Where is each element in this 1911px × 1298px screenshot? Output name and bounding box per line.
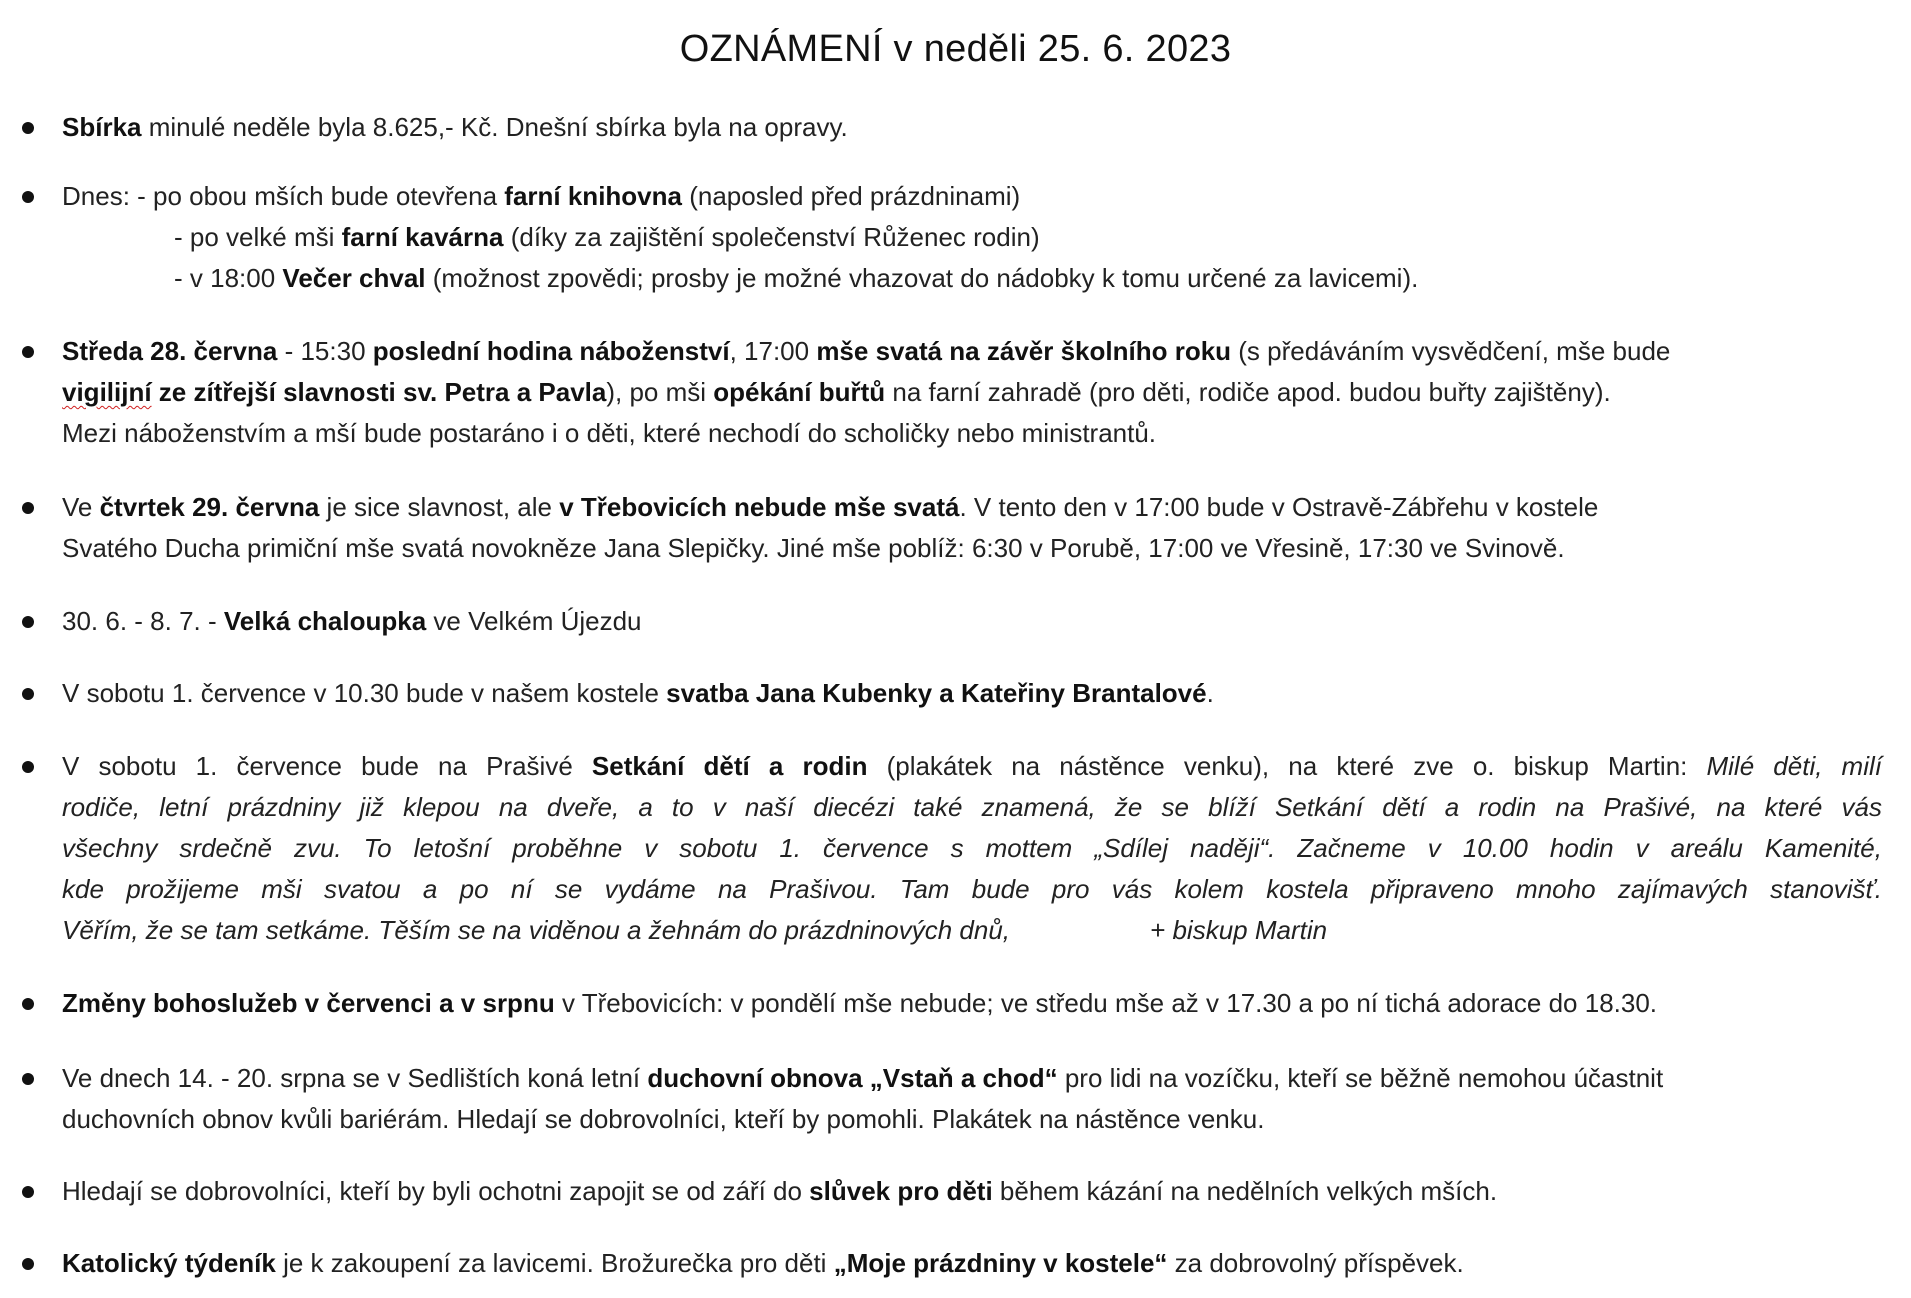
text-line: [62, 983, 1882, 1024]
text-line: [62, 331, 1882, 372]
text: (naposled před prázdninami): [681, 181, 1021, 211]
text: za dobrovolný příspěvek.: [1167, 1248, 1464, 1278]
bold-text: mše svatá na závěr školního roku: [816, 336, 1232, 366]
announcement-wednesday: [62, 331, 1882, 454]
text-line: [62, 258, 1882, 299]
announcement-wedding: [62, 673, 1882, 714]
bold-text: poslední hodina náboženství: [372, 336, 730, 366]
bold-text: Večer chval: [282, 263, 426, 293]
text: , 17:00: [729, 336, 817, 366]
bold-text: Změny bohoslužeb v červenci a v srpnu: [62, 988, 555, 1018]
text-line: [62, 1171, 1882, 1212]
text: Ve: [62, 492, 100, 522]
bullet-icon: [22, 346, 34, 358]
text: (díky za zajištění společenství Růženec rodin): [503, 222, 1040, 252]
text: ve Velkém Újezdu: [426, 606, 642, 636]
text: V sobotu 1. července v 10.30 bude v našem kostele: [62, 678, 667, 708]
text: (s předáváním vysvědčení, mše bude: [1231, 336, 1671, 366]
text-line: [62, 1243, 1882, 1284]
spellcheck-word: vigilijní: [62, 377, 152, 407]
text: V sobotu 1. července bude na Prašivé: [62, 751, 592, 781]
text: na farní zahradě (pro děti, rodiče apod. budou buřty zajištěny).: [885, 377, 1611, 407]
text-line: Svatého Ducha primiční mše svatá novokněze Jana Slepičky. Jiné mše poblíž: 6:30 v Porubě, 17:00 ve Vřesině, 17:30 ve Svinově.: [62, 533, 1565, 563]
text-line: [62, 487, 1882, 528]
text: - po velké mši: [174, 222, 342, 252]
text: je sice slavnost, ale: [319, 492, 560, 522]
text: (možnost zpovědi; prosby je možné vhazovat do nádobky k tomu určené za lavicemi).: [425, 263, 1419, 293]
text: .: [1206, 678, 1214, 708]
text: - 15:30: [277, 336, 373, 366]
bold-text: duchovní obnova „Vstaň a chod“: [647, 1063, 1058, 1093]
text: Hledají se dobrovolníci, kteří by byli ochotni zapojit se od září do: [62, 1176, 810, 1206]
bold-text: ze zítřejší slavnosti sv. Petra a Pavla: [151, 377, 607, 407]
text-line: Mezi náboženstvím a mší bude postaráno i o děti, které nechodí do scholičky nebo ministrantů.: [62, 418, 1157, 448]
bold-text: čtvrtek 29. června: [99, 492, 320, 522]
text-line: [62, 217, 1882, 258]
announcement-thursday: [62, 487, 1882, 569]
bold-text: farní kavárna: [341, 222, 504, 252]
bullet-icon: [22, 998, 34, 1010]
text: během kázání na nedělních velkých mších.: [992, 1176, 1498, 1206]
text: . V tento den v 17:00 bude v Ostravě-Zábřehu v kostele: [959, 492, 1599, 522]
announcement-spiritual-renewal: [62, 1058, 1882, 1140]
bullet-icon: [22, 1073, 34, 1085]
bold-text: farní knihovna: [504, 181, 682, 211]
text-line: [62, 910, 1882, 951]
signature-text: + biskup Martin: [1150, 915, 1328, 945]
text-line: [62, 673, 1882, 714]
text: v Třebovicích: v pondělí mše nebude; ve středu mše až v 17.30 a po ní tichá adorace do 18.30.: [554, 988, 1658, 1018]
text-line: [62, 787, 1882, 828]
text-line: [62, 869, 1882, 910]
bold-text: opékání buřtů: [713, 377, 886, 407]
announcement-today: [62, 176, 1882, 299]
text: 30. 6. - 8. 7. -: [62, 606, 224, 636]
announcement-volunteers: [62, 1171, 1882, 1212]
text: Ve dnech 14. - 20. srpna se v Sedlištích koná letní: [62, 1063, 648, 1093]
bold-text: slůvek pro děti: [809, 1176, 993, 1206]
bold-text: v Třebovicích nebude mše svatá: [559, 492, 960, 522]
bold-text: Setkání dětí a rodin: [591, 751, 868, 781]
text: (plakátek na nástěnce venku), na které zve o. biskup Martin:: [867, 751, 1707, 781]
text-line: [62, 601, 1882, 642]
page-title: OZNÁMENÍ v neděli 25. 6. 2023: [679, 28, 1232, 70]
text: ), po mši: [606, 377, 714, 407]
bullet-icon: [22, 191, 34, 203]
text-line: [62, 1058, 1882, 1099]
bold-text: „Moje prázdniny v kostele“: [833, 1248, 1168, 1278]
bullet-icon: [22, 688, 34, 700]
text: pro lidi na vozíčku, kteří se běžně nemohou účastnit: [1057, 1063, 1664, 1093]
bullet-icon: [22, 1186, 34, 1198]
text-line: duchovních obnov kvůli bariérám. Hledají se dobrovolníci, kteří by pomohli. Plakátek na nástěnce venku.: [62, 1104, 1265, 1134]
bold-text: svatba Jana Kubenky a Kateřiny Brantalové: [666, 678, 1207, 708]
bullet-icon: [22, 122, 34, 134]
text-line: [62, 372, 1882, 413]
text-line: [62, 828, 1882, 869]
announcement-velka-chaloupka: [62, 601, 1882, 642]
announcement-collection: [62, 107, 1882, 148]
bold-text: Sbírka: [62, 112, 142, 142]
text: minulé neděle byla 8.625,- Kč. Dnešní sbírka byla na opravy.: [141, 112, 848, 142]
bold-text: Velká chaloupka: [223, 606, 427, 636]
italic-text: Věřím, že se tam setkáme. Těším se na viděnou a žehnám do prázdninových dnů,: [62, 915, 1011, 945]
announcement-mass-changes: [62, 983, 1882, 1024]
bold-text: Středa 28. června: [62, 336, 278, 366]
text-line: [62, 746, 1882, 787]
text-line: [62, 176, 1882, 217]
italic-text: Milé děti, milí: [1706, 751, 1882, 781]
bullet-icon: [22, 502, 34, 514]
italic-text: kde prožijeme mši svatou a po ní se vydáme na Prašivou. Tam bude pro vás kolem kostela připraveno mnoho zajímavých stanovišť.: [62, 874, 1882, 904]
text: Dnes: - po obou mších bude otevřena: [62, 181, 505, 211]
text-line: [62, 107, 1882, 148]
italic-text: rodiče, letní prázdniny již klepou na dveře, a to v naší diecézi také znamená, že se blíží Setkání dětí a rodin na Prašivé, na které vás: [62, 792, 1882, 822]
bullet-icon: [22, 761, 34, 773]
announcement-weekly: [62, 1243, 1882, 1284]
bold-text: Katolický týdeník: [62, 1248, 276, 1278]
bullet-icon: [22, 1258, 34, 1270]
text: - v 18:00: [174, 263, 283, 293]
text: je k zakoupení za lavicemi. Brožurečka pro děti: [275, 1248, 834, 1278]
announcement-family-meeting: [62, 746, 1882, 951]
bullet-icon: [22, 616, 34, 628]
italic-text: všechny srdečně zvu. To letošní proběhne v sobotu 1. července s mottem „Sdílej naději“. Začneme v 10.00 hodin v areálu Kamenité,: [62, 833, 1882, 863]
